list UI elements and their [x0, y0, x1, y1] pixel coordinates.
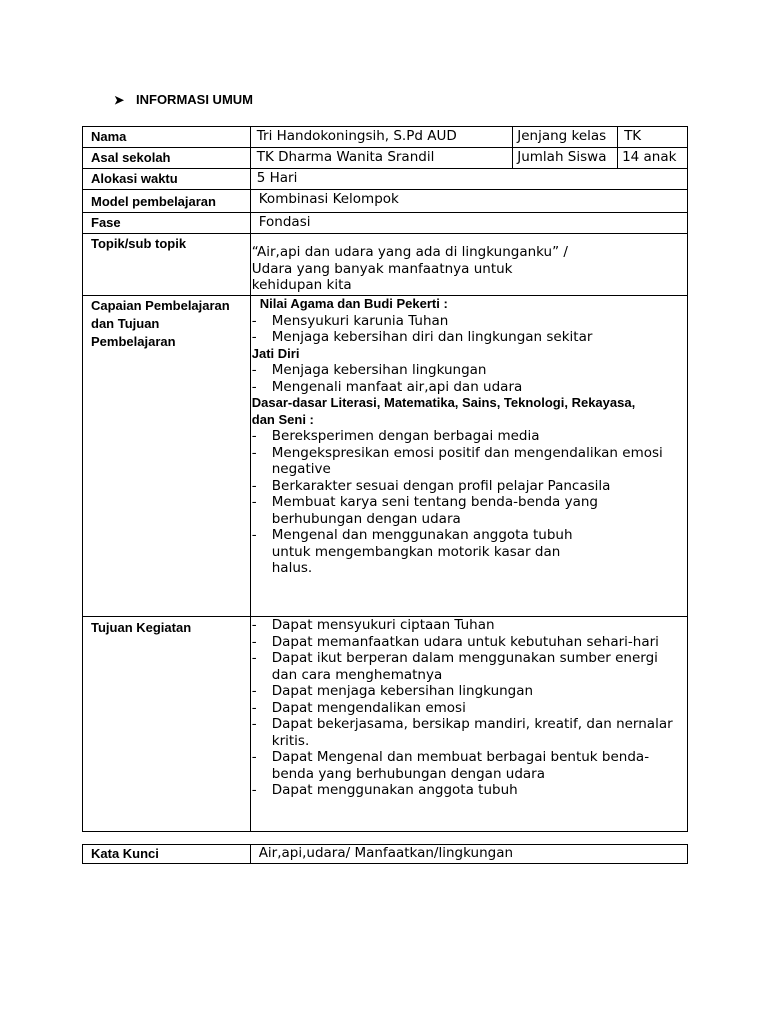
row-fase — [83, 213, 688, 234]
nilai-agama-item: - Mensyukuri karunia Tuhan — [252, 313, 687, 330]
tujuan-item — [252, 749, 687, 782]
dasar-item-line: halus. — [271, 560, 313, 576]
tujuan-item-line: - Dapat bekerjasama, bersikap mandiri, kreatif, dan nernalar — [271, 716, 673, 732]
capaian-content — [250, 296, 687, 617]
tujuan-item — [252, 650, 687, 683]
row-capaian — [83, 296, 688, 617]
tujuan-item-line: - Dapat mengendalikan emosi — [271, 699, 466, 716]
dasar-heading-line-1: Dasar-dasar Literasi, Matematika, Sains, Teknologi, Rekayasa, — [251, 395, 636, 410]
dasar-item-line: untuk mengembangkan motorik kasar dan — [271, 543, 561, 560]
info-table — [82, 126, 688, 832]
nilai-agama-item: - Menjaga kebersihan diri dan lingkungan sekitar — [252, 329, 687, 346]
nama-label: Nama — [83, 127, 251, 148]
nama-value: Tri Handokoningsih, S.Pd AUD — [250, 127, 512, 148]
tujuan-item-line: kritis. — [271, 732, 310, 749]
kata-kunci-label: Kata Kunci — [83, 845, 251, 864]
jenjang-value: TK — [618, 127, 688, 148]
jati-diri-heading: Jati Diri — [251, 345, 300, 361]
row-tujuan — [83, 617, 688, 832]
tujuan-item — [252, 782, 687, 799]
dasar-heading-line-2: dan Seni : — [251, 411, 314, 427]
row-model — [83, 190, 688, 213]
tujuan-label: Tujuan Kegiatan — [83, 617, 251, 832]
tujuan-item — [252, 683, 687, 700]
topik-label: Topik/sub topik — [83, 234, 251, 296]
row-asal-sekolah — [83, 148, 688, 169]
kata-kunci-table — [82, 844, 688, 864]
tujuan-item — [252, 617, 687, 634]
jumlah-value: 14 anak — [618, 148, 688, 169]
capaian-label-line-2: dan Tujuan — [91, 316, 160, 331]
row-topik — [83, 234, 688, 296]
dasar-item-line: negative — [271, 461, 331, 477]
dasar-item — [252, 478, 687, 495]
row-kata-kunci — [83, 845, 688, 864]
alokasi-label: Alokasi waktu — [83, 169, 251, 190]
capaian-label-line-1: Capaian Pembelajaran — [91, 298, 230, 313]
row-alokasi — [83, 169, 688, 190]
fase-label: Fase — [83, 213, 251, 234]
capaian-label — [83, 296, 251, 617]
tujuan-item-line: - Dapat menggunakan anggota tubuh — [271, 782, 518, 798]
dasar-item — [252, 445, 687, 478]
tujuan-content — [250, 617, 687, 832]
topik-line-3: kehidupan kita — [251, 277, 352, 293]
dasar-item — [252, 428, 687, 445]
topik-line-2: Udara yang banyak manfaatnya untuk — [251, 260, 513, 277]
tujuan-item-line: dan cara menghematnya — [271, 666, 443, 683]
topik-line-1: “Air,api dan udara yang ada di lingkunganku” / — [251, 244, 568, 260]
tujuan-item-line: - Dapat menjaga kebersihan lingkungan — [271, 683, 534, 699]
asal-value: TK Dharma Wanita Srandil — [250, 148, 512, 169]
tujuan-item — [252, 634, 687, 651]
kata-kunci-value: Air,api,udara/ Manfaatkan/lingkungan — [250, 845, 687, 864]
dasar-item — [252, 494, 687, 527]
topik-value — [250, 234, 687, 296]
dasar-item-line: berhubungan dengan udara — [271, 510, 461, 527]
alokasi-value: 5 Hari — [250, 169, 687, 190]
tujuan-item-line: - Dapat memanfaatkan udara untuk kebutuhan sehari-hari — [271, 633, 659, 650]
tujuan-item-line: - Dapat mensyukuri ciptaan Tuhan — [271, 617, 495, 633]
jumlah-label: Jumlah Siswa — [513, 148, 618, 169]
dasar-item-line: - Berkarakter sesuai dengan profil pelajar Pancasila — [271, 477, 611, 494]
jenjang-label: Jenjang kelas — [513, 127, 618, 148]
arrow-bullet-icon: ➤ — [114, 93, 125, 107]
tujuan-item-line: - Dapat ikut berperan dalam menggunakan sumber energi — [271, 650, 658, 666]
capaian-label-line-3: Pembelajaran — [91, 334, 176, 349]
asal-label: Asal sekolah — [83, 148, 251, 169]
dasar-item-line: - Mengenal dan menggunakan anggota tubuh — [271, 527, 573, 543]
tujuan-item-line: - Dapat Mengenal dan membuat berbagai bentuk benda- — [271, 749, 650, 765]
tujuan-item — [252, 716, 687, 749]
dasar-item-line: - Membuat karya seni tentang benda-benda yang — [271, 494, 598, 510]
jati-diri-item: - Menjaga kebersihan lingkungan — [252, 362, 687, 379]
row-nama — [83, 127, 688, 148]
tujuan-item-line: benda yang berhubungan dengan udara — [271, 765, 546, 782]
nilai-agama-list — [252, 313, 687, 346]
dasar-item-line: - Bereksperimen dengan berbagai media — [271, 428, 540, 444]
jati-diri-list — [252, 362, 687, 395]
dasar-list — [252, 428, 687, 577]
dasar-item-line: - Mengekspresikan emosi positif dan mengendalikan emosi — [271, 444, 663, 461]
tujuan-item — [252, 700, 687, 717]
dasar-item — [252, 527, 687, 577]
nilai-agama-heading: Nilai Agama dan Budi Pekerti : — [259, 296, 448, 311]
section-heading — [114, 92, 253, 107]
tujuan-list — [252, 617, 687, 799]
jati-diri-item: - Mengenali manfaat air,api dan udara — [252, 379, 687, 396]
fase-value: Fondasi — [250, 213, 687, 234]
section-heading-text: INFORMASI UMUM — [136, 92, 253, 107]
model-label: Model pembelajaran — [83, 190, 251, 213]
model-value: Kombinasi Kelompok — [250, 190, 687, 213]
